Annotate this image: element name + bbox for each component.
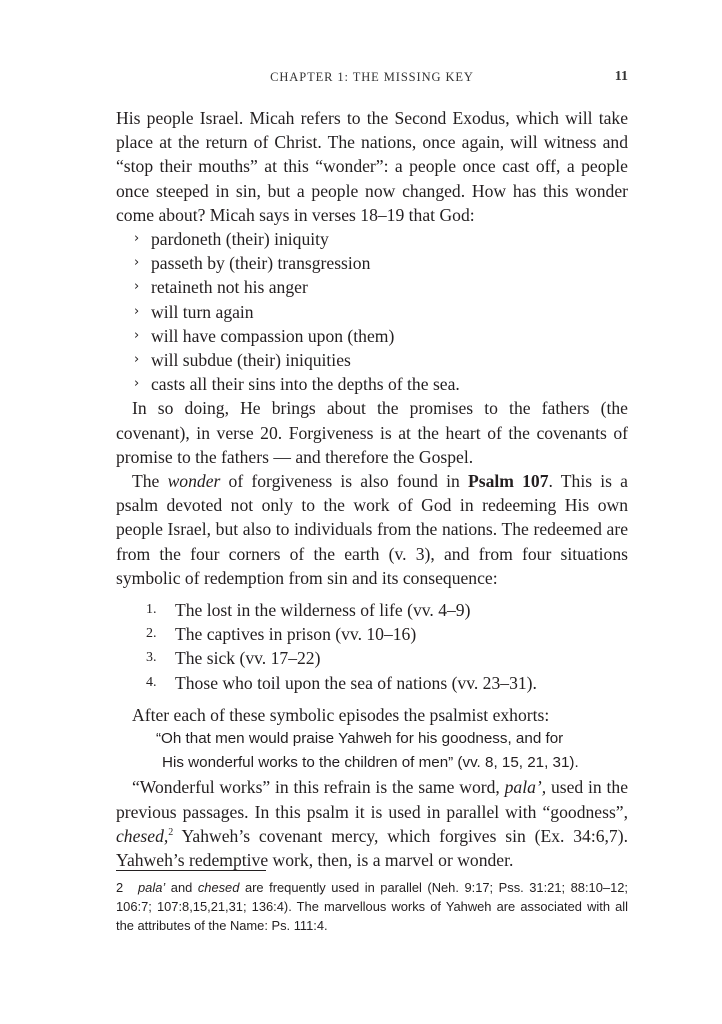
page-number: 11 (614, 69, 628, 84)
psalm-reference: Psalm 107 (467, 471, 549, 492)
chevron-right-icon: › (134, 279, 140, 295)
chevron-right-icon: › (134, 352, 140, 368)
chevron-right-icon: › (134, 255, 140, 271)
paragraph-2: In so doing, He brings about the promises to the fathers (the covenant), in verse 20. Forgiveness is at the heart of the covenants of promise to the fathers — and therefore the Gospel. (116, 398, 628, 467)
chevron-right-icon: › (134, 231, 140, 247)
footnote-divider (116, 870, 266, 871)
chevron-right-icon: › (134, 376, 140, 392)
list-item: 4. Those who toil upon the sea of nations (vv. 23–31). (146, 672, 537, 693)
forgiveness-list (116, 227, 628, 396)
running-title: CHAPTER 1: THE MISSING KEY (270, 70, 474, 84)
paragraph-4: After each of these symbolic episodes the psalmist exhorts: (132, 704, 550, 725)
body-text (116, 106, 628, 872)
episodes-list (116, 598, 628, 695)
list-item: › will subdue (their) iniquities (134, 348, 628, 372)
list-item: › pardoneth (their) iniquity (134, 227, 628, 251)
list-item: › retaineth not his anger (134, 275, 628, 299)
list-item: › will turn again (134, 300, 628, 324)
footnote-ref[interactable]: 2 (168, 827, 174, 839)
footnote-number: 2 (116, 880, 124, 895)
quote-line-2: His wonderful works to the children of men” (vv. 8, 15, 21, 31). (162, 754, 579, 772)
paragraph-5: “Wonderful works” in this refrain is the same word, pala’, used in the previous passages. In this psalm it is used in parallel with “goodness”, chesed,$^2$ Yahweh’s covenant mercy, which forgives sin (Ex. 34:6,7). Yahweh’s redemptive work, then, is a marvel or wonder. (116, 777, 629, 871)
quote-line-1: “Oh that men would praise Yahweh for his goodness, and for (156, 730, 564, 748)
footnote: 2 pala’ and chesed are frequently used in parallel (Neh. 9:17; Pss. 31:21; 88:10–12; 106:7; 107:8,15,21,31; 136:4). The marvellous works of Yahweh are associated with all the attributes of the Name: Ps. 111:4. (116, 880, 628, 933)
chevron-right-icon: › (134, 327, 140, 343)
block-quote (116, 727, 628, 775)
list-item: › casts all their sins into the depths of the sea. (134, 372, 628, 396)
chevron-right-icon: › (134, 303, 140, 319)
list-item: 3. The sick (vv. 17–22) (146, 648, 321, 669)
paragraph-3: The wonder of forgiveness is also found in Psalm 107. This is a psalm devoted not only to the work of God in redeeming His own people Israel, but also to individuals from the nations. The redeemed are from the four corners of the earth (v. 3), and from four situations symbolic of redemption from sin and its consequence: (116, 471, 628, 588)
list-item: 2. The captives in prison (vv. 10–16) (146, 624, 417, 645)
list-item: › will have compassion upon (them) (134, 324, 628, 348)
list-item: › passeth by (their) transgression (134, 251, 628, 275)
list-item: 1. The lost in the wilderness of life (vv. 4–9) (146, 600, 471, 621)
paragraph-1: His people Israel. Micah refers to the Second Exodus, which will take place at the return of Christ. The nations, once again, will witness and “stop their mouths” at this “wonder”: a people once cast off, a people once steeped in sin, but a people now changed. How has this wonder come about? Micah says in verses 18–19 that God: (116, 108, 628, 225)
